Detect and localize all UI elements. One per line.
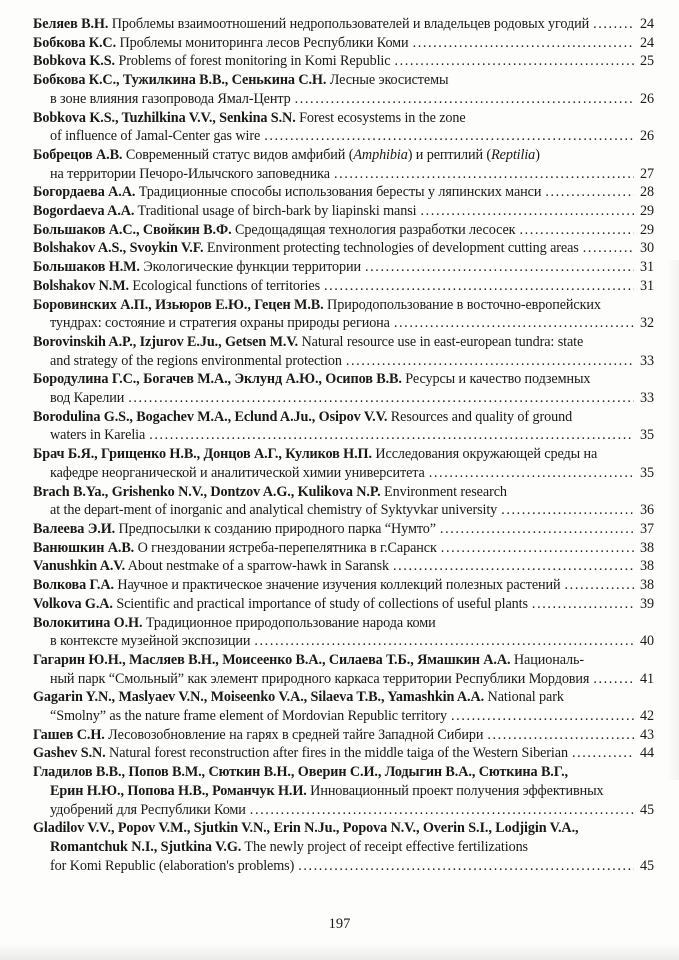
toc-entry-line <box>33 670 654 689</box>
toc-entry <box>33 15 654 34</box>
toc-entry-line <box>33 763 654 782</box>
entry-authors: Бородулина Г.С., Богачев М.А., Эклунд А.Ю., Осипов В.В. <box>33 371 402 388</box>
entry-page-number: 35 <box>640 464 654 481</box>
entry-authors: Волкова Г.А. <box>33 577 114 594</box>
toc-entry-line <box>33 109 654 128</box>
entry-title-segment: на территории Печоро-Илычского заповедника <box>50 165 330 182</box>
toc-entry <box>33 744 654 763</box>
toc-entry-line <box>33 782 654 801</box>
entry-title-segment: Традиционное природопользование народа коми <box>142 614 436 631</box>
toc-entry <box>33 277 654 296</box>
entry-text <box>50 670 589 689</box>
entry-title-segment: Предпосылки к созданию природного парка “Нумто” <box>115 520 436 537</box>
entry-text <box>33 202 417 221</box>
toc-entry-line <box>33 426 654 445</box>
entry-authors: Гашев С.Н. <box>33 726 105 743</box>
entry-text <box>50 857 294 876</box>
entry-page-number: 25 <box>640 53 654 70</box>
dot-leader <box>519 221 634 240</box>
entry-text <box>33 147 540 163</box>
entry-authors: Валеева Э.И. <box>33 520 116 537</box>
dot-leader <box>545 183 634 202</box>
toc-entry-line <box>33 127 654 146</box>
entry-title-segment: в зоне влияния газопровода Ямал-Центр <box>50 90 291 107</box>
dot-leader <box>593 670 634 689</box>
toc-entry <box>33 651 654 688</box>
entry-page-number: 30 <box>640 240 654 257</box>
entry-page-number: 27 <box>640 165 654 182</box>
toc-entry-line <box>33 632 654 651</box>
toc-entry-line <box>33 333 654 352</box>
toc-entry <box>33 296 654 333</box>
dot-leader <box>501 501 634 520</box>
toc-entry <box>33 408 654 445</box>
entry-text <box>50 783 604 799</box>
entry-text <box>50 501 497 520</box>
entry-authors: Брач Б.Я., Грищенко Н.В., Донцов А.Г., Куликов Н.П. <box>33 446 372 463</box>
toc-entry <box>33 539 654 558</box>
entry-authors: Бобкова К.С., Тужилкина В.В., Сенькина С.Н. <box>33 72 327 89</box>
toc-entry <box>33 71 654 108</box>
entry-page-number: 38 <box>640 558 654 575</box>
entry-authors: Bogordaeva A.A. <box>33 203 135 220</box>
entry-page-number: 31 <box>640 259 654 276</box>
entry-text <box>33 334 583 350</box>
entry-text <box>33 371 590 387</box>
entry-page-number: 29 <box>640 221 654 238</box>
entry-title-segment: and strategy of the regions environmental protection <box>50 352 342 369</box>
entry-title-segment: Традиционные способы использования бересты у ляпинских манси <box>135 184 542 201</box>
entry-text <box>50 165 330 184</box>
scan-artifact-bottom <box>0 944 679 960</box>
entry-title-segment: National park <box>484 689 564 706</box>
entry-text <box>50 127 260 146</box>
entry-text <box>33 820 578 836</box>
entry-text <box>33 52 390 71</box>
toc-entry-line <box>33 52 654 71</box>
entry-text <box>33 726 483 745</box>
entry-text <box>33 110 466 126</box>
dot-leader <box>254 632 634 651</box>
toc-entry-line <box>33 819 654 838</box>
dot-leader <box>128 389 634 408</box>
entry-title-segment: Amphibia <box>353 146 408 163</box>
entry-title-segment: Исследования окружающей среды на <box>371 446 598 463</box>
entry-text <box>50 707 447 726</box>
entry-authors: Беляев В.Н. <box>33 16 109 32</box>
toc-entry <box>33 576 654 595</box>
dot-leader <box>264 127 634 146</box>
entry-page-number: 43 <box>640 726 654 743</box>
toc-entry <box>33 202 654 221</box>
entry-page-number: 33 <box>640 390 654 407</box>
entry-page-number: 38 <box>640 539 654 556</box>
toc-entry-line <box>33 370 654 389</box>
entry-title-segment: Лесные экосистемы <box>326 72 449 89</box>
entry-text <box>50 426 145 445</box>
toc-entry-line <box>33 258 654 277</box>
toc-entry-line <box>33 202 654 221</box>
entry-page-number: 31 <box>640 277 654 294</box>
toc-entry-line <box>33 501 654 520</box>
entry-text <box>33 557 389 576</box>
entry-title-segment: тундрах: состояние и стратегия охраны природы региона <box>50 315 390 332</box>
toc-entry-line <box>33 614 654 633</box>
toc-entry-line <box>33 90 654 109</box>
entry-text <box>50 839 528 855</box>
entry-page-number: 36 <box>640 502 654 519</box>
entry-text <box>50 352 342 371</box>
entry-authors: Gagarin Y.N., Maslyaev V.N., Moiseenko V.A., Silaeva T.B., Yamashkin A.A. <box>33 689 485 706</box>
entry-text <box>33 652 584 668</box>
toc-entry-line <box>33 557 654 576</box>
toc-entry <box>33 239 654 258</box>
entry-authors: Bolshakov N.M. <box>33 277 129 294</box>
dot-leader <box>487 726 634 745</box>
entry-text <box>33 297 601 313</box>
entry-title-segment: вод Карелии <box>50 390 125 407</box>
entry-page-number: 40 <box>640 633 654 650</box>
dot-leader <box>413 34 634 53</box>
entry-authors: Боровинских А.П., Изьюров Е.Ю., Гецен М.В. <box>33 296 324 313</box>
entry-authors: Bolshakov A.S., Svoykin V.F. <box>33 240 204 257</box>
entry-page-number: 45 <box>640 857 654 874</box>
toc-entry <box>33 726 654 745</box>
entry-page-number: 45 <box>640 801 654 818</box>
entry-title-segment: Проблемы мониторинга лесов Республики Коми <box>116 34 409 51</box>
entry-title-segment: Проблемы взаимоотношений недропользователей и владельцев родовых угодий <box>108 16 590 32</box>
entry-title-segment: ) <box>535 146 540 163</box>
toc-entry-line <box>33 838 654 857</box>
entry-authors: Romantchuk N.I., Sjutkina V.G. <box>50 838 242 855</box>
dot-leader <box>572 744 634 763</box>
entry-text <box>33 72 448 88</box>
entry-authors: Большаков Н.М. <box>33 259 140 276</box>
entry-text <box>33 183 541 202</box>
dot-leader <box>440 520 634 539</box>
entry-title-segment: ный парк “Смольный” как элемент природного каркаса территории Республики Мордовия <box>50 670 590 687</box>
entry-authors: Borodulina G.S., Bogachev M.A., Eclund A.Ju., Osipov V.V. <box>33 408 388 425</box>
entry-page-number: 33 <box>640 352 654 369</box>
entry-title-segment: Ecological functions of territories <box>128 277 320 294</box>
entry-title-segment: Problems of forest monitoring in Komi Republic <box>115 53 391 70</box>
entry-text <box>33 764 568 780</box>
entry-text <box>33 595 528 614</box>
dot-leader <box>250 801 634 820</box>
entry-page-number: 26 <box>640 128 654 145</box>
entry-authors: Ерин Н.Ю., Попова Н.В., Романчук Н.И. <box>50 782 307 799</box>
toc-entry-line <box>33 71 654 90</box>
dot-leader <box>393 557 634 576</box>
entry-text <box>33 615 436 631</box>
entry-text <box>33 409 572 425</box>
entry-text <box>33 239 579 258</box>
toc-entry-line <box>33 651 654 670</box>
entry-title-segment: Националь- <box>510 651 585 668</box>
entry-text <box>33 484 507 500</box>
toc-list <box>33 15 654 875</box>
entry-page-number: 39 <box>640 595 654 612</box>
toc-entry <box>33 333 654 370</box>
entry-title-segment: Natural forest reconstruction after fires in the middle taiga of the Western Siberian <box>105 745 568 762</box>
entry-authors: Borovinskih A.P., Izjurov E.Ju., Getsen M.V. <box>33 333 299 350</box>
dot-leader <box>394 314 634 333</box>
toc-entry <box>33 52 654 71</box>
dot-leader <box>565 576 634 595</box>
entry-title-segment: Научное и практическое значение изучения коллекций полезных растений <box>113 577 561 594</box>
toc-entry <box>33 34 654 53</box>
toc-entry-line <box>33 239 654 258</box>
toc-entry-line <box>33 296 654 315</box>
entry-text <box>50 314 390 333</box>
toc-entry <box>33 445 654 482</box>
entry-title-segment: О гнездовании ястреба-перепелятника в г.Саранск <box>134 539 437 556</box>
entry-title-segment: of influence of Jamal-Center gas wire <box>50 128 261 145</box>
toc-entry <box>33 183 654 202</box>
dot-leader <box>583 239 634 258</box>
entry-title-segment: в контексте музейной экспозиции <box>50 633 251 650</box>
entry-text <box>33 576 561 595</box>
entry-authors: Gladilov V.V., Popov V.M., Sjutkin V.N., Erin N.Ju., Popova N.V., Overin S.I., Lodjigin V.A., <box>33 820 579 837</box>
entry-authors: Богордаева А.А. <box>33 184 136 201</box>
toc-entry <box>33 370 654 407</box>
toc-entry-line <box>33 389 654 408</box>
dot-leader <box>346 352 634 371</box>
toc-entry <box>33 595 654 614</box>
entry-text <box>33 221 515 240</box>
entry-title-segment: Natural resource use in east-european tundra: state <box>298 333 584 350</box>
entry-title-segment: Reptilia <box>491 146 536 163</box>
entry-title-segment: Инновационный проект получения эффективных <box>306 782 604 799</box>
entry-authors: Gashev S.N. <box>33 745 106 762</box>
dot-leader <box>429 464 634 483</box>
toc-entry <box>33 557 654 576</box>
dot-leader <box>324 277 634 296</box>
entry-page-number: 24 <box>640 34 654 51</box>
entry-page-number: 37 <box>640 520 654 537</box>
toc-entry-line <box>33 277 654 296</box>
toc-entry-line <box>33 183 654 202</box>
entry-authors: Vanushkin A.V. <box>33 558 126 575</box>
entry-title-segment: Scientific and practical importance of study of collections of useful plants <box>112 595 528 612</box>
toc-entry-line <box>33 726 654 745</box>
toc-entry-line <box>33 146 654 165</box>
toc-entry-line <box>33 408 654 427</box>
entry-authors: Bobkova K.S. <box>33 53 115 70</box>
entry-title-segment: Экологические функции территории <box>139 259 361 276</box>
entry-text <box>50 801 246 820</box>
entry-text <box>33 277 320 296</box>
toc-entry-line <box>33 857 654 876</box>
entry-text <box>50 90 291 109</box>
toc-entry-line <box>33 688 654 707</box>
toc-entry <box>33 109 654 146</box>
toc-entry <box>33 221 654 240</box>
dot-leader <box>394 52 634 71</box>
entry-text <box>33 520 436 539</box>
entry-page-number: 28 <box>640 184 654 201</box>
entry-authors: Гладилов В.В., Попов В.М., Сюткин В.Н., Оверин С.И., Лодыгин В.А., Сюткина В.Г., <box>33 764 568 781</box>
entry-title-segment: кафедре неорганической и аналитической химии университета <box>50 464 425 481</box>
entry-title-segment: Forest ecosystems in the zone <box>295 109 466 126</box>
entry-text <box>33 34 409 53</box>
entry-text <box>33 446 597 462</box>
entry-authors: Ванюшкин А.В. <box>33 539 135 556</box>
toc-entry-line <box>33 314 654 333</box>
toc-entry-line <box>33 445 654 464</box>
toc-entry-line <box>33 483 654 502</box>
scan-artifact-right <box>667 260 679 780</box>
entry-authors: Бобрецов А.В. <box>33 146 123 163</box>
entry-text <box>50 389 124 408</box>
entry-authors: Volkova G.A. <box>33 595 113 612</box>
entry-page-number: 29 <box>640 203 654 220</box>
dot-leader <box>421 202 634 221</box>
entry-authors: Bobkova K.S., Tuzhilkina V.V., Senkina S.N. <box>33 109 296 126</box>
toc-entry <box>33 520 654 539</box>
dot-leader <box>295 90 634 109</box>
entry-title-segment: Природопользование в восточно-европейских <box>323 296 601 313</box>
toc-entry <box>33 483 654 520</box>
entry-title-segment: Ресурсы и качество подземных <box>401 371 591 388</box>
entry-title-segment: Современный статус видов амфибий ( <box>122 146 354 163</box>
toc-entry-line <box>33 595 654 614</box>
entry-authors: Гагарин Ю.Н., Масляев В.Н., Моисеенко В.А., Силаева Т.Б., Ямашкин А.А. <box>33 651 511 668</box>
dot-leader <box>532 595 634 614</box>
entry-title-segment: Resources and quality of ground <box>387 408 573 425</box>
toc-entry-line <box>33 744 654 763</box>
entry-authors: Волокитина О.Н. <box>33 614 143 631</box>
entry-title-segment: Environment research <box>380 483 507 500</box>
entry-page-number: 42 <box>640 708 654 725</box>
entry-title-segment: About nestmake of a sparrow-hawk in Saransk <box>125 558 389 575</box>
entry-text <box>50 464 425 483</box>
entry-authors: Большаков А.С., Свойкин В.Ф. <box>33 221 232 238</box>
toc-entry <box>33 614 654 651</box>
dot-leader <box>365 258 634 277</box>
entry-title-segment: The newly project of receipt effective fertilizations <box>241 838 528 855</box>
entry-page-number: 38 <box>640 577 654 594</box>
dot-leader <box>149 426 634 445</box>
entry-authors: Бобкова К.С. <box>33 34 117 51</box>
entry-title-segment: Environment protecting technologies of development cutting areas <box>203 240 579 257</box>
entry-text <box>33 258 361 277</box>
dot-leader <box>298 857 634 876</box>
toc-entry-line <box>33 221 654 240</box>
entry-text <box>33 539 437 558</box>
dot-leader <box>451 707 634 726</box>
entry-text <box>50 632 250 651</box>
entry-page-number: 44 <box>640 745 654 762</box>
entry-text <box>33 689 564 705</box>
toc-entry <box>33 258 654 277</box>
toc-entry-line <box>33 165 654 184</box>
footer-page-number: 197 <box>328 916 351 932</box>
toc-entry-line <box>33 576 654 595</box>
entry-page-number: 32 <box>640 315 654 332</box>
entry-title-segment: at the depart-ment of inorganic and analytical chemistry of Syktyvkar university <box>50 502 498 519</box>
entry-page-number: 26 <box>640 90 654 107</box>
entry-title-segment: for Komi Republic (elaboration's problems) <box>50 857 295 874</box>
toc-entry-line <box>33 15 654 34</box>
toc-entry-line <box>33 352 654 371</box>
entry-page-number: 24 <box>640 16 654 32</box>
toc-entry <box>33 763 654 819</box>
toc-entry-line <box>33 707 654 726</box>
dot-leader <box>593 15 634 34</box>
entry-title-segment: ) и рептилий ( <box>407 146 492 163</box>
entry-page-number: 41 <box>640 670 654 687</box>
toc-entry-line <box>33 539 654 558</box>
toc-entry-line <box>33 801 654 820</box>
entry-text <box>33 744 568 763</box>
toc-entry <box>33 819 654 875</box>
toc-entry-line <box>33 34 654 53</box>
dot-leader <box>441 539 634 558</box>
toc-entry-line <box>33 520 654 539</box>
entry-title-segment: “Smolny” as the nature frame element of Mordovian Republic territory <box>50 708 448 725</box>
entry-title-segment: Traditional usage of birch-bark by liapinski mansi <box>134 203 417 220</box>
entry-title-segment: Средощадящая технология разработки лесосек <box>231 221 516 238</box>
entry-title-segment: Лесовозобновление на гарях в средней тайге Западной Сибири <box>104 726 484 743</box>
entry-title-segment: удобрений для Республики Коми <box>50 801 246 818</box>
dot-leader <box>334 165 634 184</box>
toc-entry <box>33 146 654 183</box>
entry-text <box>33 15 589 34</box>
toc-entry <box>33 688 654 725</box>
entry-authors: Brach B.Ya., Grishenko N.V., Dontzov A.G., Kulikova N.P. <box>33 483 381 500</box>
entry-title-segment: waters in Karelia <box>50 427 146 444</box>
toc-entry-line <box>33 464 654 483</box>
entry-page-number: 35 <box>640 427 654 444</box>
